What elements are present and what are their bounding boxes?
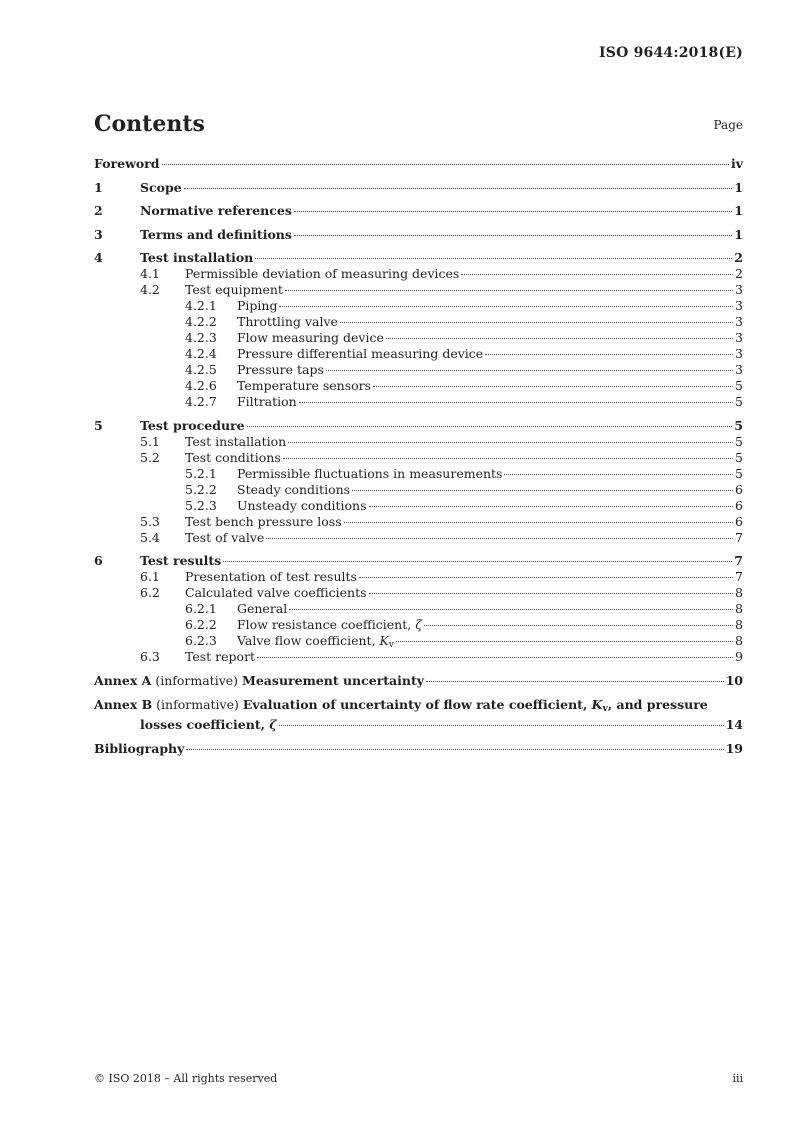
- annex-b-title-line2: [140, 717, 277, 733]
- toc-entry-title: [237, 498, 367, 514]
- toc-entry-page: 8: [735, 585, 743, 600]
- toc-entry-title-text: Steady conditions: [237, 481, 351, 497]
- toc-entry-title-text: Calculated valve coefficients: [185, 585, 367, 600]
- toc-entry[interactable]: [94, 434, 743, 450]
- toc-entry-number: 5.2.3: [185, 497, 217, 513]
- leader-dots: [294, 235, 732, 236]
- toc-entry-number: 4: [94, 250, 103, 265]
- toc-entry-page: 5: [735, 378, 743, 393]
- toc-entry-page: 3: [735, 330, 743, 345]
- toc-entry[interactable]: [94, 203, 743, 219]
- toc-entry-title: [185, 282, 283, 298]
- toc-entry-page: 7: [735, 529, 743, 545]
- toc-entry[interactable]: [94, 569, 743, 585]
- table-of-contents: [94, 156, 743, 757]
- toc-entry-title: [94, 156, 160, 172]
- toc-entry-title-text: Test report: [185, 649, 256, 664]
- toc-entry-title: [237, 482, 350, 498]
- toc-entry[interactable]: [94, 298, 743, 314]
- toc-entry-title-text: Throttling valve: [237, 314, 338, 329]
- toc-entry-number: 4.2.4: [185, 346, 217, 361]
- toc-entry-title-text: Flow measuring device: [237, 330, 384, 345]
- toc-entry-title-text: Test procedure: [140, 417, 245, 433]
- toc-entry-title: [237, 378, 371, 394]
- leader-dots: [283, 458, 733, 459]
- toc-entry[interactable]: [94, 330, 743, 346]
- toc-entry-number: 6.2.2: [185, 617, 217, 632]
- toc-entry-page: 5: [734, 417, 743, 433]
- toc-entry-page: 2: [734, 250, 743, 265]
- toc-entry[interactable]: [94, 498, 743, 514]
- toc-entry-page: 1: [734, 226, 743, 242]
- leader-dots: [485, 354, 733, 355]
- toc-entry-title-text: Temperature sensors: [237, 378, 372, 393]
- toc-entry-title: [237, 346, 483, 362]
- toc-entry[interactable]: [94, 482, 743, 498]
- toc-entry-page: 5: [735, 449, 743, 465]
- toc-entry[interactable]: [94, 362, 743, 378]
- toc-entry-title: [185, 434, 286, 450]
- toc-entry-number: 5.2: [140, 449, 160, 465]
- toc-entry-title: [185, 266, 459, 282]
- toc-entry-number: 2: [94, 203, 103, 218]
- toc-entry-number: 4.2.3: [185, 330, 217, 345]
- toc-entry-page: 5: [735, 465, 743, 481]
- toc-entry-page: 2: [735, 266, 743, 281]
- leader-dots: [266, 538, 733, 539]
- toc-entry-page: 1: [734, 179, 743, 195]
- leader-dots: [257, 657, 733, 658]
- toc-entry-page: iv: [730, 156, 743, 171]
- toc-entry-title-text: Unsteady conditions: [237, 497, 367, 513]
- toc-entry-number: 4.2.2: [185, 314, 217, 329]
- leader-dots: [424, 625, 733, 626]
- toc-entry-annex-b[interactable]: [94, 697, 743, 733]
- annex-b-zeta-symbol: ζ: [269, 717, 277, 732]
- toc-entry[interactable]: [94, 180, 743, 196]
- document-id-header: ISO 9644:2018(E): [599, 45, 743, 61]
- toc-entry-title: [237, 601, 287, 617]
- toc-entry-title: [185, 585, 367, 601]
- toc-entry-title: [237, 617, 422, 633]
- toc-entry-page: 8: [735, 601, 743, 616]
- annex-b-title-part1: Evaluation of uncertainty of flow rate coefficient,: [242, 697, 592, 712]
- annex-b-k-subscript: v: [602, 704, 608, 714]
- toc-entry-bibliography[interactable]: [94, 741, 743, 757]
- toc-entry[interactable]: [94, 227, 743, 243]
- toc-entry[interactable]: [94, 617, 743, 633]
- toc-entry-title-text: Pressure differential measuring device: [237, 346, 484, 361]
- toc-entry-page: 6: [735, 513, 743, 529]
- toc-entry-title: [140, 180, 182, 196]
- leader-dots: [294, 211, 732, 212]
- toc-entry-page: 8: [735, 633, 743, 648]
- toc-entry-number: 6.2.3: [185, 633, 217, 648]
- toc-entry-title-text: Presentation of test results: [185, 569, 357, 584]
- annex-b-title-part2: , and pressure: [607, 697, 708, 712]
- toc-entry-title: [185, 530, 264, 546]
- toc-entry[interactable]: [94, 394, 743, 410]
- toc-entry-number: 6.1: [140, 569, 160, 584]
- toc-entry-title-text: Pressure taps: [237, 362, 324, 377]
- toc-entry-symbol: ζ: [415, 617, 422, 632]
- toc-entry-title: [185, 450, 281, 466]
- bibliography-page: 19: [725, 741, 743, 756]
- toc-entry-title: [140, 418, 245, 434]
- toc-entry-title-text: Test results: [140, 553, 222, 568]
- toc-entry-title-text: Piping: [237, 298, 278, 313]
- toc-entry[interactable]: [94, 250, 743, 266]
- toc-entry-number: 4.2.6: [185, 378, 217, 393]
- toc-entry-title-text: Permissible deviation of measuring devices: [185, 266, 460, 281]
- toc-entry-title-text: Flow resistance coefficient,: [237, 617, 416, 632]
- leader-dots: [289, 609, 733, 610]
- toc-entry-number: 4.2.1: [185, 298, 217, 313]
- annex-a-title: [94, 673, 424, 689]
- toc-entry[interactable]: [94, 450, 743, 466]
- toc-entry-title: [140, 227, 292, 243]
- leader-dots: [186, 749, 723, 750]
- toc-entry-number: 5.1: [140, 433, 160, 449]
- leader-dots: [386, 338, 733, 339]
- leader-dots: [247, 426, 733, 427]
- toc-entry-title-text: Test of valve: [185, 529, 265, 545]
- toc-entry-number: 3: [94, 226, 103, 242]
- page-title: Contents: [94, 111, 205, 137]
- leader-dots: [285, 290, 733, 291]
- toc-entry-annex-a[interactable]: [94, 673, 743, 689]
- toc-entry-title-text: Test installation: [140, 250, 254, 265]
- toc-entry-page: 3: [735, 346, 743, 361]
- toc-entry-page: 3: [735, 314, 743, 329]
- toc-entry-title: [237, 330, 384, 346]
- toc-entry[interactable]: [94, 266, 743, 282]
- toc-entry-page: 1: [734, 203, 743, 218]
- toc-entry[interactable]: [94, 156, 743, 172]
- toc-entry-number: 6: [94, 553, 103, 568]
- leader-dots: [369, 593, 734, 594]
- toc-entry-number: 4.2: [140, 282, 160, 297]
- toc-entry-title-text: Test bench pressure loss: [185, 513, 342, 529]
- toc-entry-title: [140, 553, 221, 569]
- annex-b-name: [243, 697, 708, 712]
- toc-entry[interactable]: [94, 346, 743, 362]
- toc-entry[interactable]: [94, 418, 743, 434]
- toc-entry[interactable]: [94, 601, 743, 617]
- toc-entry-title-text: Test conditions: [185, 449, 281, 465]
- leader-dots: [344, 522, 733, 523]
- toc-entry-title: [140, 250, 253, 266]
- leader-dots: [340, 322, 733, 323]
- toc-entry[interactable]: [94, 514, 743, 530]
- toc-entry-symbol-subscript: v: [388, 640, 394, 650]
- toc-entry-number: 4.1: [140, 266, 160, 281]
- leader-dots: [426, 681, 724, 682]
- toc-entry-page: 5: [735, 433, 743, 449]
- toc-entry-number: 5.2.1: [185, 465, 217, 481]
- toc-entry[interactable]: [94, 466, 743, 482]
- toc-entry-page: 5: [735, 394, 743, 409]
- toc-entry-page: 7: [734, 553, 743, 568]
- copyright-notice: © ISO 2018 – All rights reserved: [94, 1072, 278, 1085]
- toc-entry-title: [237, 362, 324, 378]
- annex-b-label: Annex B: [94, 697, 153, 712]
- toc-entry-number: 6.2: [140, 585, 160, 600]
- leader-dots: [279, 306, 733, 307]
- toc-entry-title: [237, 394, 297, 410]
- toc-entry-title: [237, 298, 277, 314]
- toc-entry-title: [237, 314, 338, 330]
- toc-entry-page: 3: [735, 298, 743, 313]
- toc-entry-title-text: Valve flow coefficient,: [237, 633, 380, 648]
- leader-dots: [359, 577, 733, 578]
- leader-dots: [255, 258, 732, 259]
- toc-entry-title-text: Scope: [140, 179, 182, 195]
- toc-entry-symbol: K: [379, 633, 389, 648]
- leader-dots: [352, 490, 733, 491]
- toc-entry-page: 7: [735, 569, 743, 584]
- toc-entry-page: 9: [735, 649, 743, 664]
- toc-entry-page: 8: [735, 617, 743, 632]
- annex-a-name: Measurement uncertainty: [242, 673, 425, 688]
- toc-entry[interactable]: [94, 314, 743, 330]
- toc-entry-number: 6.2.1: [185, 601, 217, 616]
- toc-entry-title: [185, 569, 357, 585]
- leader-dots: [369, 506, 734, 507]
- bibliography-title: Bibliography: [94, 741, 185, 756]
- toc-entry[interactable]: [94, 378, 743, 394]
- leader-dots: [223, 561, 732, 562]
- page-number: iii: [732, 1072, 743, 1085]
- toc-entry[interactable]: [94, 553, 743, 569]
- toc-entry-title-text: Foreword: [94, 156, 160, 171]
- toc-entry-number: 5.4: [140, 529, 160, 545]
- annex-a-label: Annex A: [94, 673, 152, 688]
- annex-b-line2-text: losses coefficient,: [140, 717, 270, 732]
- toc-entry-number: 1: [94, 179, 103, 195]
- toc-entry-title: [140, 203, 292, 219]
- toc-entry-title-text: Permissible fluctuations in measurements: [237, 465, 503, 481]
- toc-entry-number: 5: [94, 417, 103, 433]
- leader-dots: [326, 370, 733, 371]
- toc-entry-number: 6.3: [140, 649, 160, 664]
- annex-b-page: 14: [725, 717, 743, 732]
- toc-entry-page: 3: [735, 362, 743, 377]
- toc-entry-page: 6: [735, 497, 743, 513]
- toc-entry[interactable]: [94, 633, 743, 649]
- toc-entry-page: 3: [735, 282, 743, 297]
- annex-a-page: 10: [725, 673, 743, 688]
- toc-entry-title-text: Terms and definitions: [140, 226, 292, 242]
- leader-dots: [288, 442, 733, 443]
- leader-dots: [162, 164, 729, 165]
- toc-entry-title-text: Filtration: [237, 394, 297, 409]
- toc-entry[interactable]: [94, 585, 743, 601]
- toc-entry-title-text: Test installation: [185, 433, 287, 449]
- toc-entry-number: 4.2.7: [185, 394, 217, 409]
- toc-entry-page: 6: [735, 481, 743, 497]
- leader-dots: [279, 725, 724, 726]
- toc-entry-title-text: Test equipment: [185, 282, 283, 297]
- toc-entry[interactable]: [94, 530, 743, 546]
- toc-entry-title: [185, 514, 342, 530]
- toc-entry-title: [237, 466, 502, 482]
- toc-entry-title-text: General: [237, 601, 288, 616]
- leader-dots: [504, 474, 733, 475]
- leader-dots: [396, 641, 733, 642]
- toc-entry[interactable]: [94, 282, 743, 298]
- leader-dots: [373, 386, 733, 387]
- toc-entry-title-text: Normative references: [140, 203, 292, 218]
- toc-entry-number: 5.3: [140, 513, 160, 529]
- toc-entry-title: [185, 649, 255, 665]
- toc-entry-number: 4.2.5: [185, 362, 217, 377]
- page-column-label: Page: [713, 118, 743, 132]
- toc-entry[interactable]: [94, 649, 743, 665]
- annex-b-k-symbol: K: [591, 697, 603, 712]
- annex-b-kind: (informative): [152, 697, 243, 712]
- leader-dots: [184, 188, 733, 189]
- annex-a-kind: (informative): [151, 673, 243, 688]
- leader-dots: [461, 274, 733, 275]
- leader-dots: [299, 402, 733, 403]
- toc-entry-number: 5.2.2: [185, 481, 217, 497]
